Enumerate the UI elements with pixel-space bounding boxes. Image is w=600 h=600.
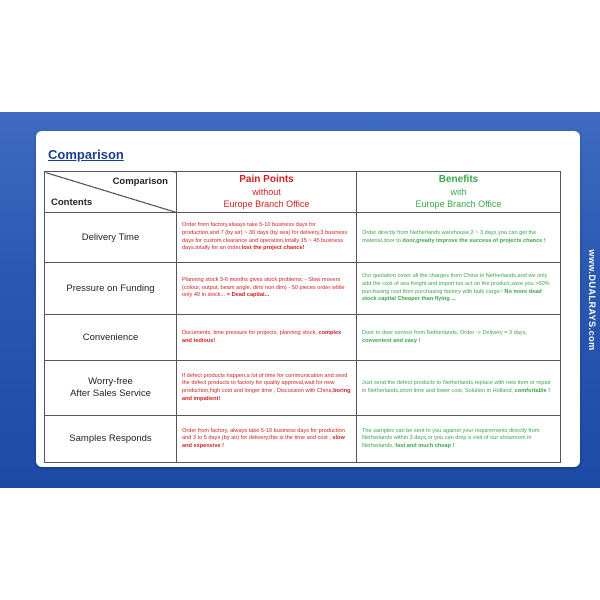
page-title: Comparison (48, 147, 124, 162)
table-row (45, 213, 561, 263)
benefit-text: Door to door service from Netherlands, Order -> Delivery = 3 days, (362, 329, 528, 336)
pain-text: Documents, time pressure for projects, planning stock, (182, 329, 319, 336)
pain-cell (177, 416, 357, 463)
table-row (45, 361, 561, 416)
benefit-header-office: Europe Branch Office (415, 199, 502, 209)
pain-points-header (177, 172, 357, 213)
pain-cell (177, 263, 357, 315)
comparison-table (44, 171, 561, 463)
pain-cell (177, 315, 357, 361)
corner-contents-label: Contents (51, 197, 93, 208)
benefit-bold-text: door,greatly improve the success of projects chance ! (402, 237, 546, 244)
pain-bold-text: lost the project chance! (241, 245, 305, 252)
pain-text: If defect products happen,a lot of time for communication and send the defect products to factory for quality approval,wait for new production,high cost and longer time , Discussion with China, (182, 372, 348, 394)
pain-header-office: Europe Branch Office (223, 199, 310, 209)
pain-header-sub: without (252, 187, 281, 197)
row-label (45, 315, 177, 361)
row-label-line: After Sales Service (70, 388, 151, 399)
row-label-line: Worry-free (88, 376, 133, 387)
benefit-bold-text: No more dead stock capital Cheaper than flying ... (362, 288, 542, 303)
pain-header-title: Pain Points (239, 174, 294, 185)
pain-text: Order from factory, always take 5-10 business days for production and 3 to 5 days (by air) for delivery,this is the time and cost , (182, 427, 345, 442)
benefits-header (357, 172, 561, 213)
benefit-bold-text: convenient and easy ! (362, 337, 421, 344)
pain-text: Order from factory,always take 5-10 business days for production,and 7 (by air) ~ 30 days (by sea) for delivery,3 business days for custom clearance and operation,totally 15 ~ 45 business days.totally for an order, (182, 222, 348, 252)
benefit-cell (357, 263, 561, 315)
row-label (45, 416, 177, 463)
benefit-text: Order directly from Netherlands warehouse,2 ~ 3 days you can get the material,door to (362, 229, 537, 244)
benefit-cell (357, 213, 561, 263)
pain-cell (177, 213, 357, 263)
pain-cell (177, 361, 357, 416)
row-label-line: Samples Responds (69, 433, 152, 444)
table-row (45, 416, 561, 463)
benefit-text: The samples can be sent to you against your requirements directly from Netherlands within 3 days,or you can drop a visit of our showroom in Netherlands, (362, 427, 540, 449)
table-header-row (45, 172, 561, 213)
row-label-line: Pressure on Funding (66, 282, 155, 294)
row-label (45, 263, 177, 315)
row-label (45, 213, 177, 263)
benefit-cell (357, 416, 561, 463)
benefit-cell (357, 361, 561, 416)
benefit-text: Our quotation cover all the charges from China to Netherlands,and we only add the cost of sea freight and import tax act on the product,save you >50% purchasing cost then purchasing factory with bulk cargo ! (362, 273, 550, 295)
table-row (45, 315, 561, 361)
benefit-bold-text: fast and much cheap ! (395, 442, 455, 449)
row-label (45, 361, 177, 416)
pain-text: Planning stock 3-6 months gives stock problems: - Slow movers (colour, output, beam angle, dim/ non dim) - 50 pieces order while only 40 in stock... (182, 277, 345, 299)
pain-bold-text: slow and expensive ! (182, 435, 345, 449)
website-vertical-text: www.DUALRAYS.com (587, 249, 597, 351)
row-label-line: Delivery Time (81, 231, 140, 243)
benefit-cell (357, 315, 561, 361)
table-row (45, 263, 561, 315)
corner-comparison-label: Comparison (112, 176, 168, 187)
pain-bold-text: boring and impatient! (182, 388, 351, 402)
benefit-bold-text: comfortable ! (514, 388, 551, 394)
header-corner-cell (45, 172, 177, 213)
benefit-header-sub: with (450, 187, 467, 197)
benefit-text: Just send the defect products to Netherlands,replace with new item or repair in Netherlands,short time and lower cost, Solution in Holland, (362, 380, 551, 394)
row-label-line: Convenience (82, 331, 139, 343)
pain-bold-text: complex and tedious! (182, 329, 342, 344)
benefit-header-title: Benefits (438, 174, 479, 185)
pain-bold-text: = Dead capital... (226, 292, 270, 299)
